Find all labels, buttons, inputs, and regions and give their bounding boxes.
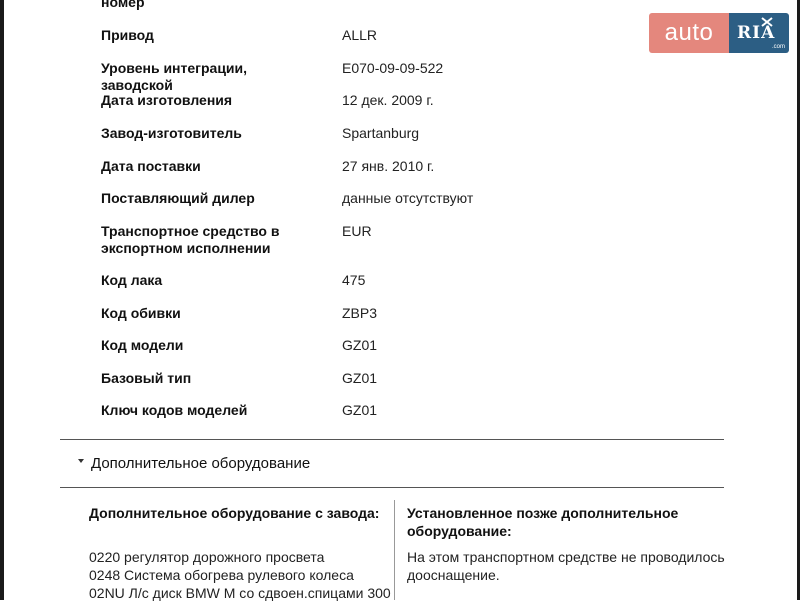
retrofit-equipment-title [407, 504, 678, 540]
retrofit-equipment-text [407, 548, 725, 584]
spec-label-line: Транспортное средство в [101, 223, 280, 239]
spec-label: Дата поставки [101, 158, 201, 174]
section-toggle-optional-equipment[interactable] [78, 455, 310, 472]
auto-ria-logo [649, 13, 789, 53]
spec-label: Дата изготовления [101, 92, 233, 108]
logo-com-text: .com [771, 44, 785, 50]
title-line: Установленное позже дополнительное [407, 505, 679, 521]
spec-value: Spartanburg [342, 125, 420, 141]
section-divider [60, 487, 724, 488]
spec-label: Код обивки [101, 305, 181, 321]
spec-label-line: экспортном исполнении [101, 240, 271, 256]
spec-value: GZ01 [342, 337, 378, 353]
text-line: На этом транспортном средстве не проводилось [407, 549, 725, 565]
spec-value: 27 янв. 2010 г. [342, 158, 435, 174]
spec-label: Ключ кодов моделей [101, 402, 248, 418]
spec-value: GZ01 [342, 370, 378, 386]
section-title: Дополнительное оборудование [91, 455, 311, 472]
spec-label: номер [101, 0, 145, 10]
factory-equipment-list [89, 548, 391, 602]
spec-label [101, 223, 321, 257]
spec-label: Код лака [101, 272, 163, 288]
spec-label: Код модели [101, 337, 184, 353]
spec-label: Поставляющий дилер [101, 190, 255, 206]
spec-label: Базовый тип [101, 370, 192, 386]
spec-value: EUR [342, 223, 372, 239]
spec-value: ALLR [342, 27, 378, 43]
list-item: 0220 регулятор дорожного просвета [89, 549, 325, 565]
list-item: 02NU Л/с диск BMW M со сдвоен.спицами 300 [89, 585, 391, 601]
spec-value: E070-09-09-522 [342, 60, 444, 76]
spec-label: Уровень интеграции, заводской [101, 60, 248, 93]
column-separator [394, 500, 395, 600]
logo-ria-part [729, 13, 789, 53]
logo-ria-text: RIA [737, 23, 776, 43]
list-item: 0248 Система обогрева рулевого колеса [89, 567, 354, 583]
spec-row-export [101, 223, 661, 257]
spec-label: Завод-изготовитель [101, 125, 242, 141]
spec-value: GZ01 [342, 402, 378, 418]
factory-equipment-title: Дополнительное оборудование с завода: [89, 505, 380, 521]
spec-label: Привод [101, 27, 154, 43]
caret-down-icon [78, 459, 84, 463]
title-line: оборудование: [407, 523, 512, 539]
spec-value: данные отсутствуют [342, 190, 474, 206]
text-line: дооснащение. [407, 567, 500, 583]
logo-auto-part: auto [649, 13, 729, 53]
section-divider [60, 439, 724, 440]
left-frame-border [0, 0, 4, 600]
spec-value: 12 дек. 2009 г. [342, 92, 434, 108]
spec-value: ZBP3 [342, 305, 378, 321]
spec-value: 475 [342, 272, 366, 288]
